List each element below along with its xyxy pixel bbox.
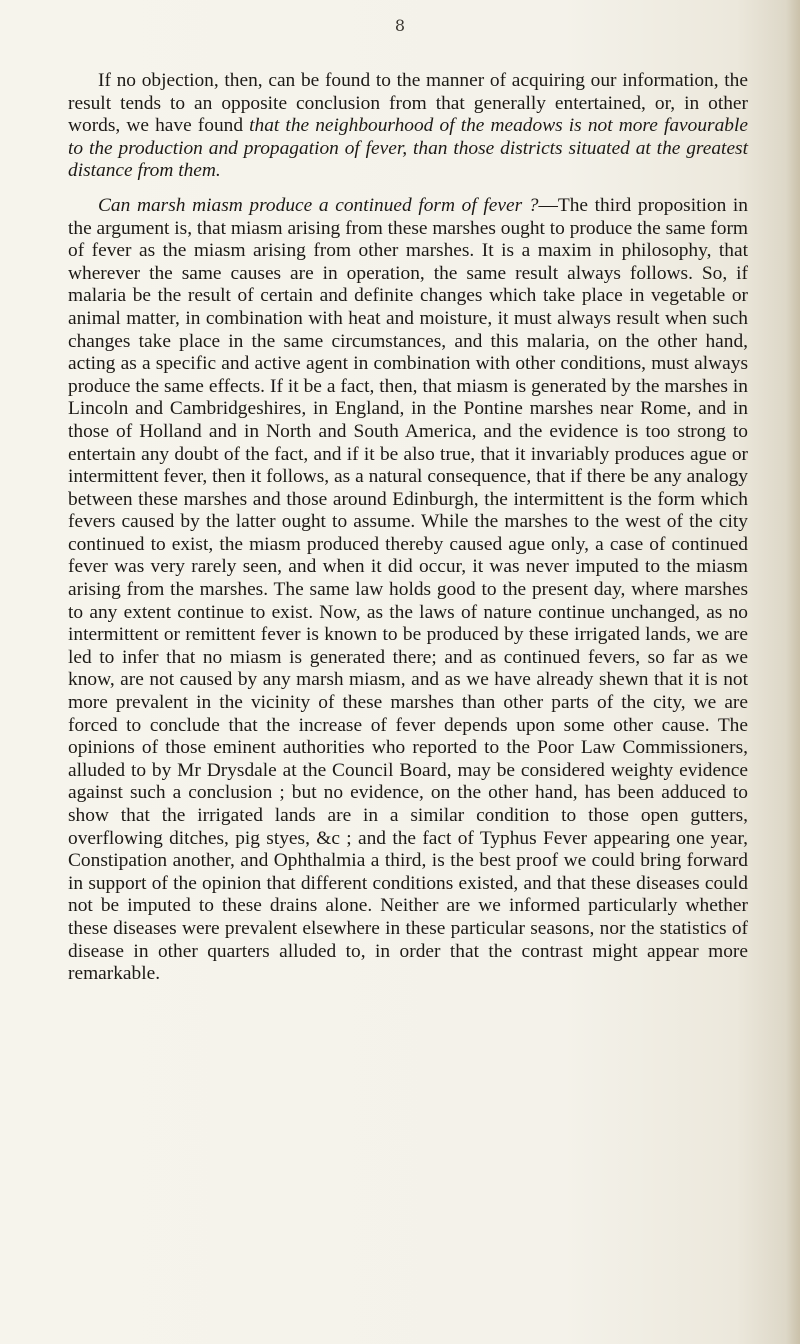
paragraph-1 [68,70,748,183]
paragraph-1-emphasis: that the neighbourhood of the meadows is not more favourable to the production and propagation of fever, than those districts situated at the greatest distance from them. [68,115,748,182]
paragraph-2-body: —The third proposition in the argument is, that miasm arising from these marshes ought to produce the same form of fever as the miasm arising from other marshes. It is a maxim in philosophy, that wherever the same causes are in operation, the same result always follows. So, if malaria be the result of certain and definite changes which take place in vegetable or animal matter, in combination with heat and moisture, it must always result when such changes take place in the same circumstances, and this malaria, on the other hand, acting as a specific and active agent in combination with other conditions, must always produce the same effects. If it be a fact, then, that miasm is generated by the marshes in Lincoln and Cambridgeshires, in England, in the Pontine marshes near Rome, and in those of Holland and in North and South America, and the evidence is too strong to entertain any doubt of the fact, and if it be also true, that it invariably produces ague or intermittent fever, then it follows, as a natural consequence, that if there be any analogy between these marshes and those around Edinburgh, the intermittent is the form which fevers caused by the latter ought to assume. While the marshes to the west of the city continued to exist, the miasm produced thereby caused ague only, a case of continued fever was very rarely seen, and when it did occur, it was never imputed to the miasm arising from the marshes. The same law holds good to the present day, where marshes to any extent continue to exist. Now, as the laws of nature continue unchanged, as no intermittent or remittent fever is known to be produced by these irrigated lands, we are led to infer that no miasm is generated there; and as continued fevers, so far as we know, are not caused by any marsh miasm, and as we have already shewn that it is not more prevalent in the vicinity of these marshes than other parts of the city, we are forced to conclude that the increase of fever depends upon some other cause. The opinions of those eminent authorities who reported to the Poor Law Commissioners, alluded to by Mr Drysdale at the Council Board, may be considered weighty evidence against such a conclusion ; but no evidence, on the other hand, has been adduced to show that the irrigated lands are in a similar condition to those open gutters, overflowing ditches, pig styes, &c ; and the fact of Typhus Fever appearing one year, Constipation another, and Ophthalmia a third, is the best proof we could bring forward in support of the opinion that different conditions existed, and that these diseases could not be imputed to these drains alone. Neither are we informed particularly whether these diseases were prevalent elsewhere in these particular seasons, nor the statistics of disease in other quarters alluded to, in order that the contrast might appear more remarkable. [68,194,749,985]
page-number: 8 [394,16,406,35]
paragraph-1-intro: If no objection, then, can be found to the manner of acquiring our information, the result tends to an opposite conclusion from that generally entertained, or, in other words, we have found [68,70,748,137]
paragraph-2-heading: Can marsh miasm produce a continued form of fever ? [98,194,539,216]
page-edge-shadow [786,0,800,1344]
paragraph-2 [68,195,748,986]
body-text [68,70,748,986]
